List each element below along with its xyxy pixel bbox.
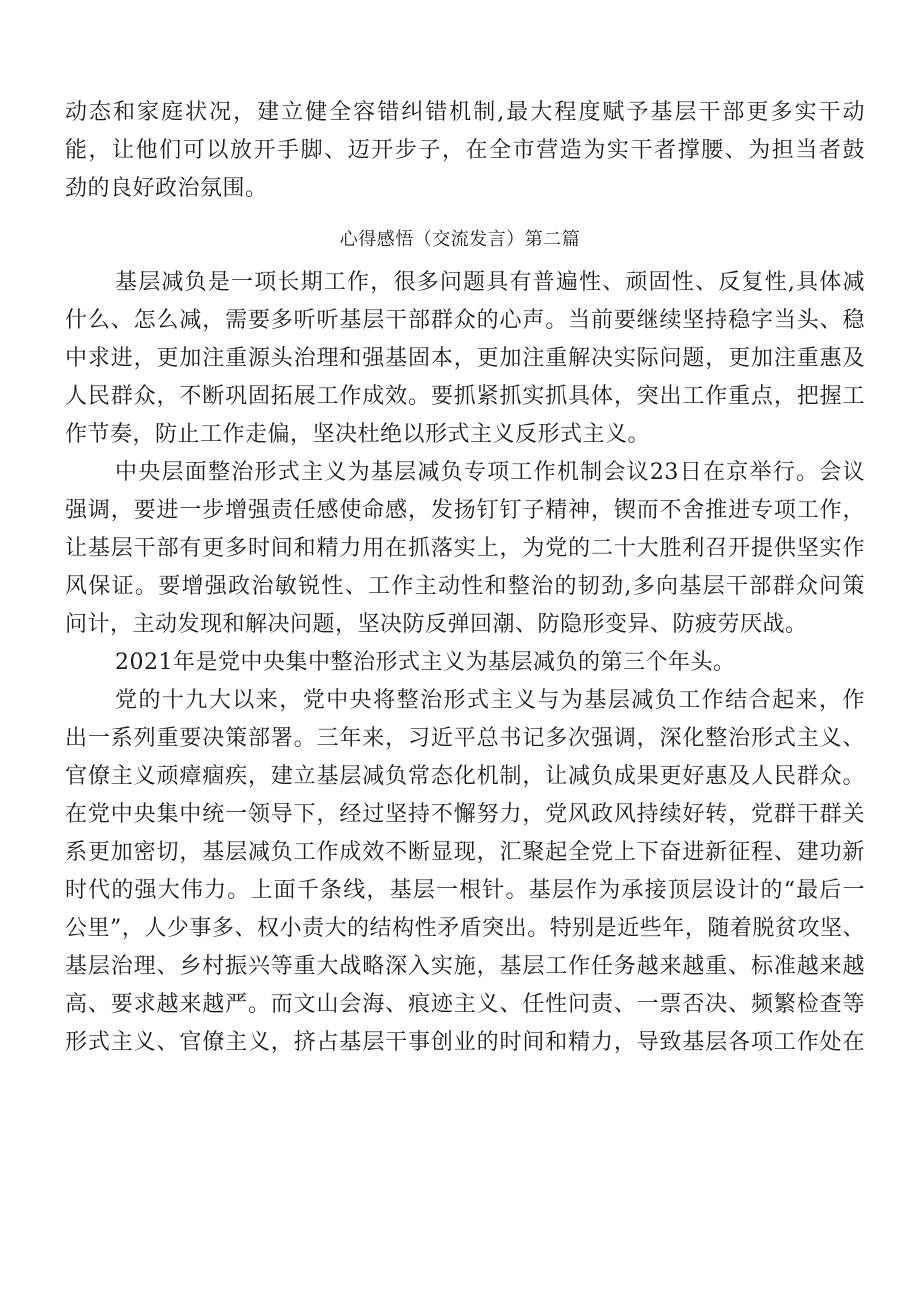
text-line: 基层减负是一项长期工作，很多问题具有普遍性、顽固性、反复性,具体减 xyxy=(115,270,865,295)
section-title: 心得感悟（交流发言）第二篇 xyxy=(339,229,581,250)
text-line: 2021年是党中央集中整治形式主义为基层减负的第三个年头。 xyxy=(115,650,736,675)
text-line: 能，让他们可以放开手脚、迈开步子，在全市营造为实干者撑腰、为担当者鼓 xyxy=(65,138,865,163)
text-line: 公里”，人少事多、权小责大的结构性矛盾突出。特别是近些年，随着脱贫攻坚、 xyxy=(65,916,865,941)
text-line: 中央层面整治形式主义为基层减负专项工作机制会议23日在京举行。会议 xyxy=(115,460,865,485)
text-line: 时代的强大伟力。上面千条线，基层一根针。基层作为承接顶层设计的“最后一 xyxy=(65,878,865,903)
text-line: 高、要求越来越严。而文山会海、痕迹主义、任性问责、一票否决、频繁检查等 xyxy=(65,992,865,1017)
text-line: 风保证。要增强政治敏锐性、工作主动性和整治的韧劲,多向基层干部群众问策 xyxy=(65,574,865,599)
text-line: 动态和家庭状况，建立健全容错纠错机制,最大程度赋予基层干部更多实干动 xyxy=(65,100,865,125)
text-line: 形式主义、官僚主义，挤占基层干事创业的时间和精力，导致基层各项工作处在 xyxy=(65,1030,865,1055)
text-line: 系更加密切，基层减负工作成效不断显现，汇聚起全党上下奋进新征程、建功新 xyxy=(65,840,865,865)
text-line: 强调，要进一步增强责任感使命感，发扬钉钉子精神，锲而不舍推进专项工作， xyxy=(65,498,865,523)
text-line: 让基层干部有更多时间和精力用在抓落实上，为党的二十大胜利召开提供坚实作 xyxy=(65,536,865,561)
text-line: 什么、怎么减，需要多听听基层干部群众的心声。当前要继续坚持稳字当头、稳 xyxy=(65,308,865,333)
text-line: 基层治理、乡村振兴等重大战略深入实施，基层工作任务越来越重、标准越来越 xyxy=(65,954,865,979)
text-line: 官僚主义顽瘴痼疾，建立基层减负常态化机制，让减负成果更好惠及人民群众。 xyxy=(65,764,865,789)
text-line: 党的十九大以来，党中央将整治形式主义与为基层减负工作结合起来，作 xyxy=(115,688,865,713)
text-line: 问计，主动发现和解决问题，坚决防反弹回潮、防隐形变异、防疲劳厌战。 xyxy=(65,612,808,637)
text-line: 作节奏，防止工作走偏，坚决杜绝以形式主义反形式主义。 xyxy=(65,422,651,447)
text-line: 出一系列重要决策部署。三年来，习近平总书记多次强调，深化整治形式主义、 xyxy=(65,726,865,751)
text-line: 中求进，更加注重源头治理和强基固本，更加注重解决实际问题，更加注重惠及 xyxy=(65,346,865,371)
text-line: 在党中央集中统一领导下，经过坚持不懈努力，党风政风持续好转，党群干群关 xyxy=(65,802,865,827)
text-line: 人民群众，不断巩固拓展工作成效。要抓紧抓实抓具体，突出工作重点，把握工 xyxy=(65,384,865,409)
text-line: 劲的良好政治氛围。 xyxy=(65,176,268,201)
